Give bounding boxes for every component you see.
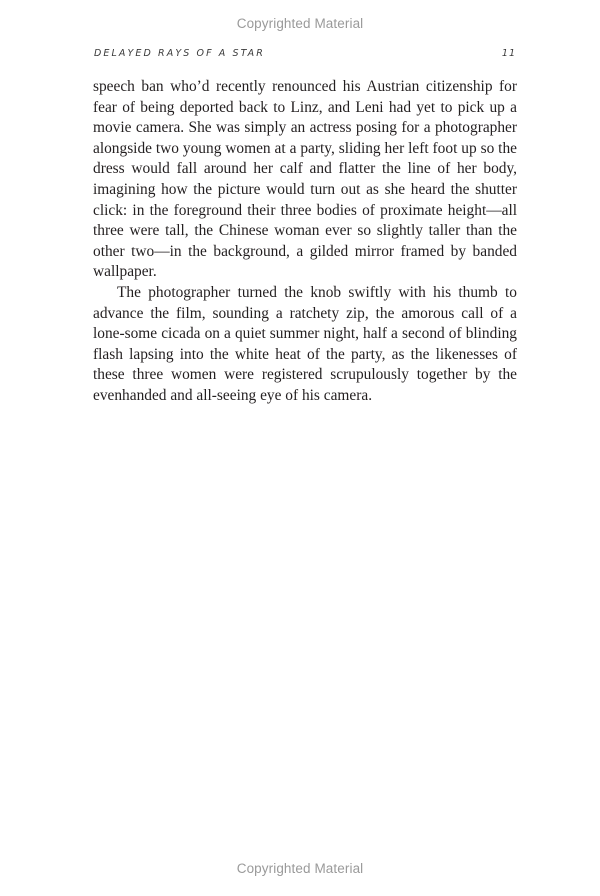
page-number: 11 xyxy=(501,48,516,59)
running-title: DELAYED RAYS OF A STAR xyxy=(94,48,265,59)
watermark-top: Copyrighted Material xyxy=(236,16,364,31)
running-header xyxy=(94,48,516,64)
paragraph: The photographer turned the knob swiftly with his thumb to advance the film, sounding a ratchety zip, the amorous call of a lone-some cicada on a quiet summer night, half a second of blinding flash lapsing into the white heat of the party, as the likenesses of these three women were registered scrupulously together by the evenhanded and all-seeing eye of his camera. xyxy=(93,283,517,404)
watermark-bottom: Copyrighted Material xyxy=(236,861,364,876)
paragraph: speech ban who’d recently renounced his Austrian citizenship for fear of being deported back to Linz, and Leni had yet to pick up a movie camera. She was simply an actress posing for a photographer alongside two young women at a party, sliding her left foot up so the dress would fall around her calf and flatter the line of her body, imagining how the picture would turn out as she heard the shutter click: in the foreground their three bodies of proximate height—all three were tall, the Chinese woman ever so slightly taller than the other two—in the background, a gilded mirror framed by banded wallpaper. xyxy=(93,78,517,281)
body-text xyxy=(93,77,517,407)
